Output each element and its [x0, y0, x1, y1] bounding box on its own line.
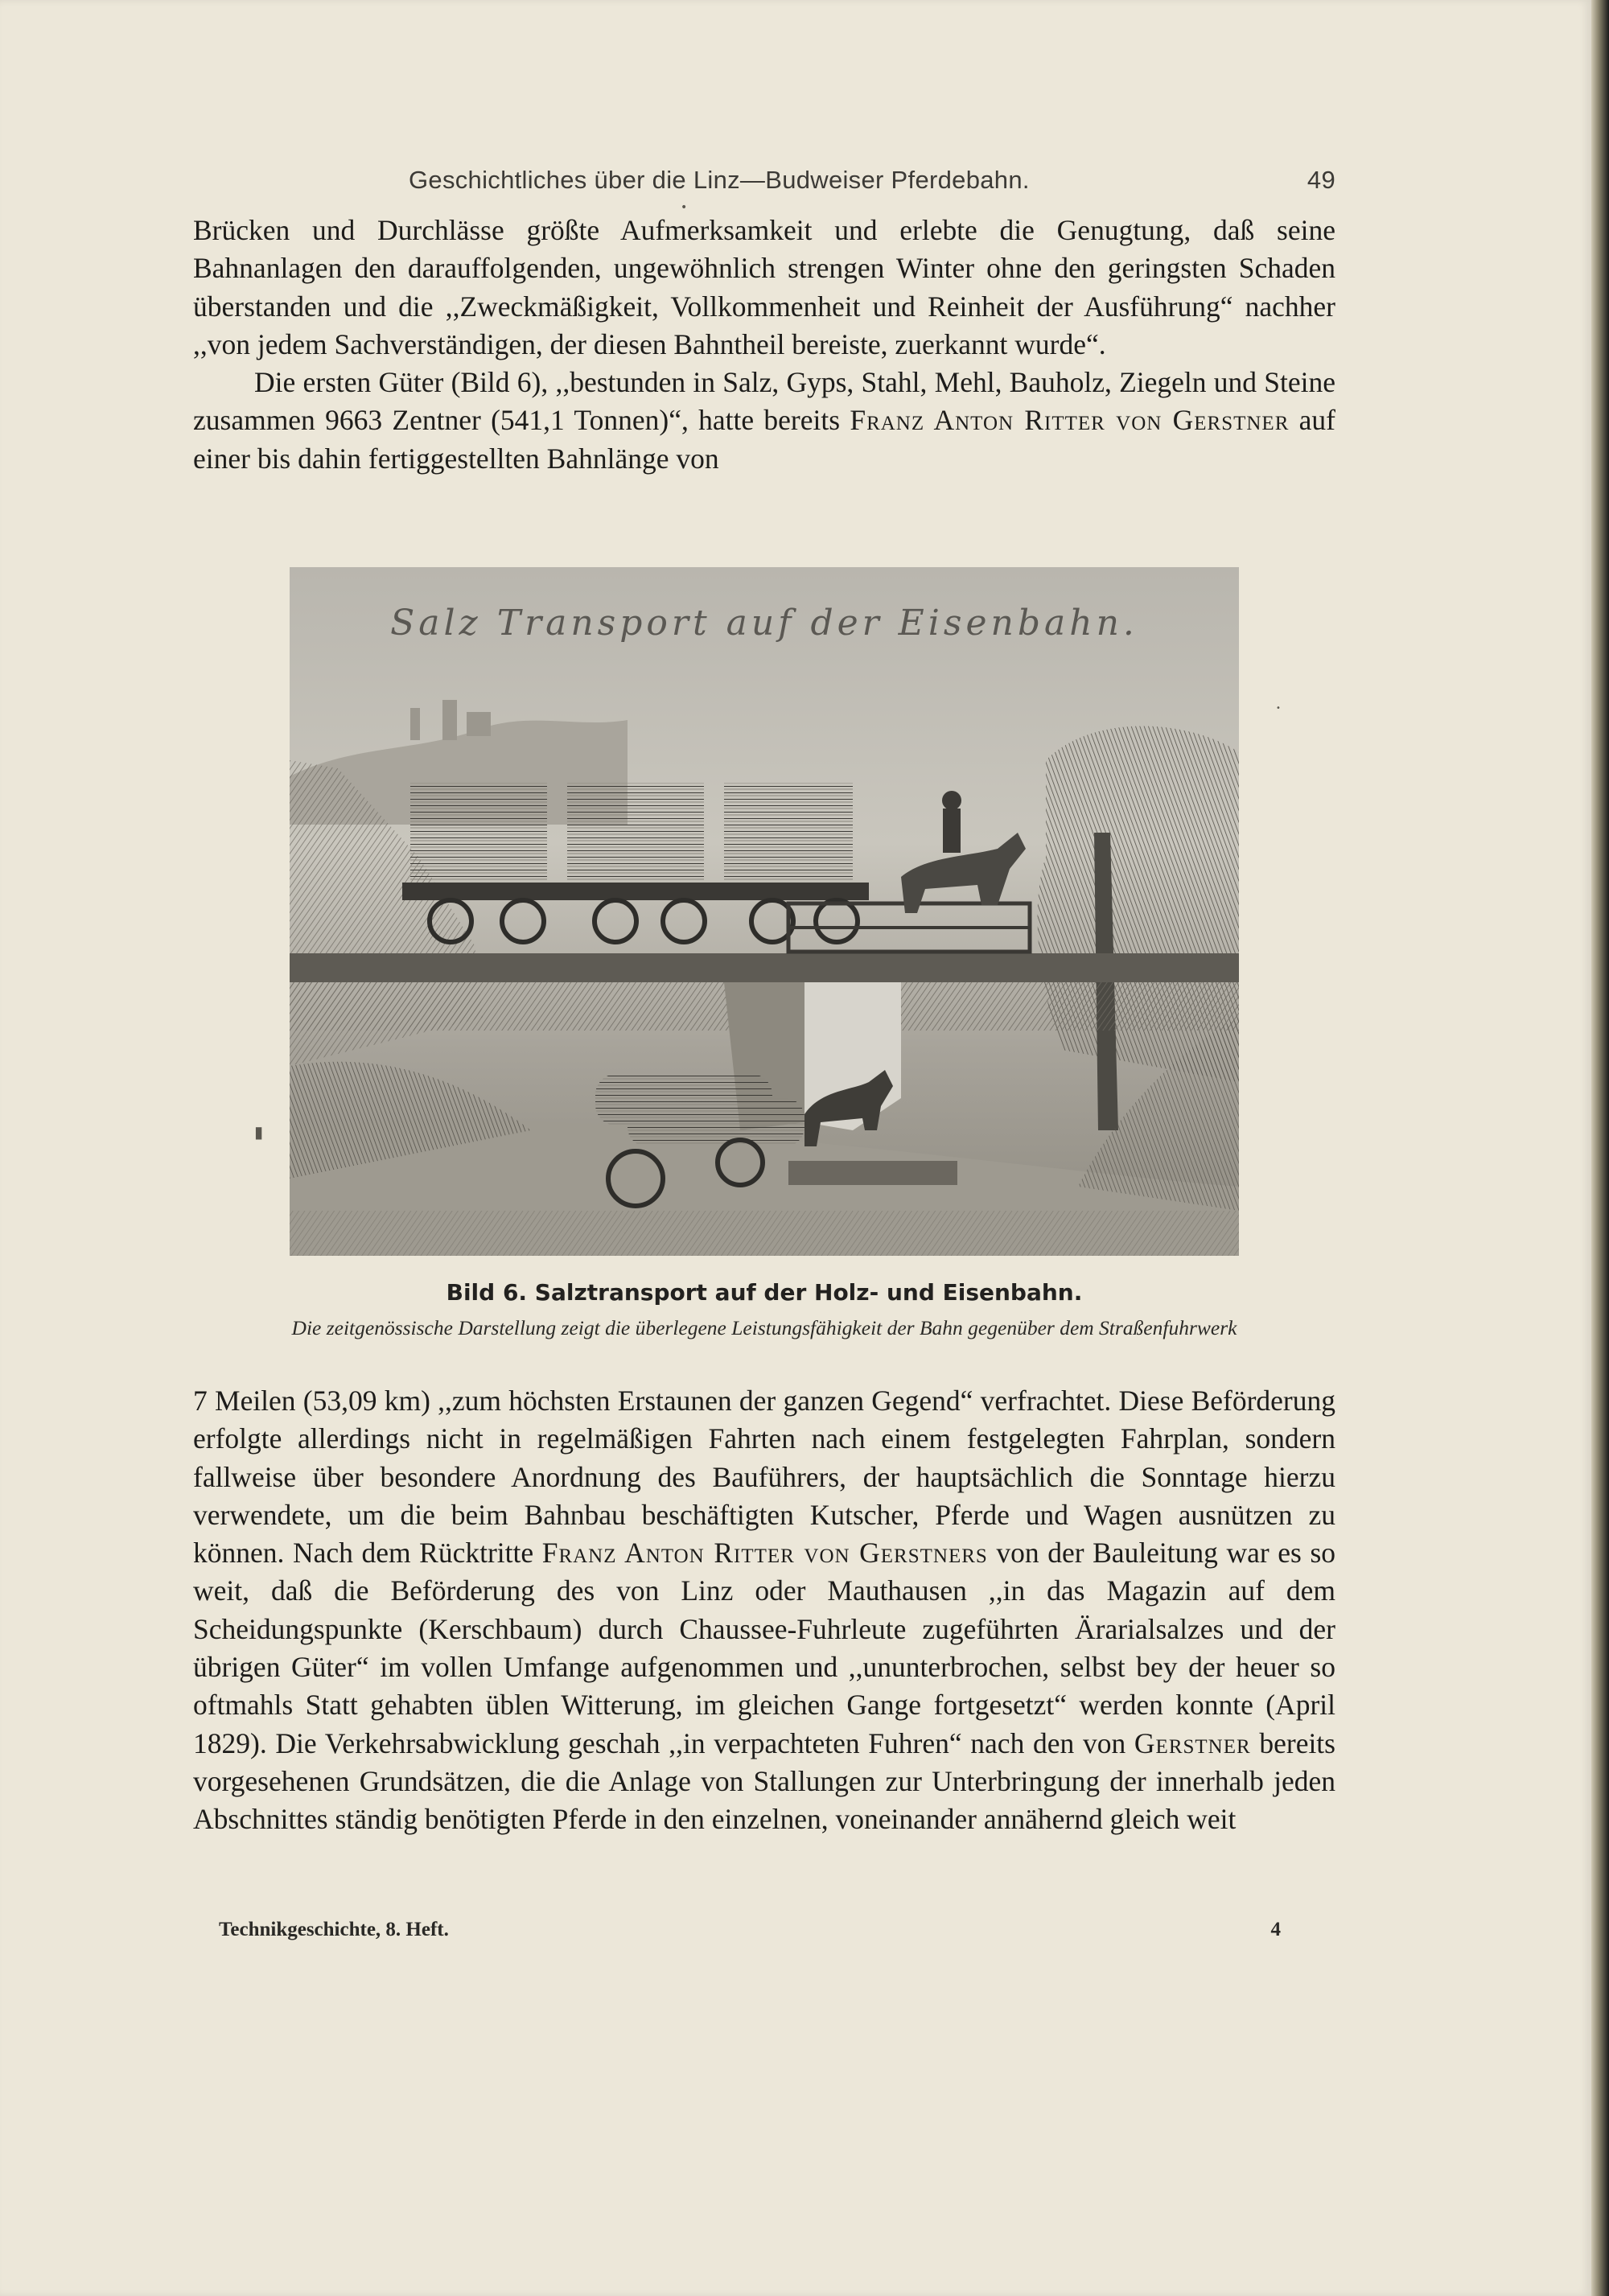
print-mark: •: [681, 201, 688, 214]
paragraph: Brücken und Durchlässe größte Aufmerksamkeit und erlebte die Genugtung, daß seine Bahnanlagen den darauffolgenden, ungewöhnlich strengen Winter ohne den geringsten Schaden überstanden und die ,,Zweckmäßigkeit, Vollkommenheit und Reinheit der Ausführung“ nachher ,,von jedem Sachverständigen, der diesen Bahntheil bereiste, zuerkannt wurde“.: [193, 214, 1335, 360]
text-run: 7 Meilen (53,09 km) ,,zum höchsten Erstaunen der ganzen Gegend“ verfrachtet. Diese Beförderung erfolgte allerdings nicht in regelmäßigen Fahrten nach einem festgelegten Fahrplan, sondern fallweise über besondere Anordnung des Bauführers, der hauptsächlich die Sonntage hierzu verwendete, um die beim Bahnbau beschäftigten Kutscher, Pferde und Wagen ausnützen zu können. Nach dem Rücktritte: [193, 1385, 1335, 1570]
figure-caption-subtitle: Die zeitgenössische Darstellung zeigt die überlegene Leistungsfähigkeit der Bahn gegenüber dem Straßenfuhrwerk: [291, 1316, 1237, 1339]
person-name: Gerstner: [1134, 1726, 1251, 1759]
engraving-illustration: [290, 567, 1239, 1256]
horse-and-rider: [901, 791, 1026, 913]
engraving-drawing: [290, 567, 1239, 1256]
person-name: Franz Anton Ritter von Gerstner: [850, 404, 1290, 437]
page-number: 49: [1307, 166, 1335, 194]
engraving-inscription: Salz Transport auf der Eisenbahn.: [390, 603, 1138, 644]
running-head-title: Geschichtliches über die Linz—Budweiser Pferdebahn.: [409, 166, 1030, 194]
paragraph: [193, 364, 1335, 478]
book-spine-edge: [1591, 0, 1609, 2296]
body-text-top: [193, 212, 1335, 478]
print-mark: ▮: [254, 1122, 264, 1142]
body-text-bottom: [193, 1382, 1335, 1839]
sheet-number: 4: [1270, 1919, 1281, 1940]
text-run: Die ersten Güter (Bild 6), ,,bestunden in Salz, Gyps, Stahl, Mehl, Bauholz, Ziegeln und Steine zusammen 9663 Zentner (541,1 Tonnen)“, hatte bereits: [193, 366, 1335, 437]
text-run: bereits vorgesehenen Grundsätzen, die die Anlage von Stallungen zur Unterbringung der innerhalb jeden Abschnittes ständig benötigten Pferde in den einzelnen, voneinander annähernd gleich weit: [193, 1726, 1335, 1836]
text-run: auf einer bis dahin fertiggestellten Bahnlänge von: [193, 404, 1335, 475]
signature-line: Technikgeschichte, 8. Heft.: [219, 1919, 449, 1940]
figure-caption-title: Bild 6. Salztransport auf der Holz- und Eisenbahn.: [446, 1279, 1083, 1306]
text-run: von der Bauleitung war es so weit, daß die Beförderung des von Linz oder Mauthausen ,,in das Magazin auf dem Scheidungspunkte (Kerschbaum) durch Chaussee-Fuhrleute zugeführten Ärarialsalzes und der übrigen Güter“ im vollen Umfange aufgenommen und ,,ununterbrochen, selbst bey der heuer so oftmahls Statt gehabten üblen Witterung, im gleichen Gange fortgesetzt“ werden konnte (April 1829). Die Verkehrsabwicklung geschah ,,in verpachteten Fuhren“ nach den von: [193, 1537, 1336, 1759]
paragraph: [193, 1382, 1335, 1839]
print-mark: •: [1276, 704, 1281, 713]
person-name: Franz Anton Ritter von Gerstners: [541, 1537, 988, 1570]
